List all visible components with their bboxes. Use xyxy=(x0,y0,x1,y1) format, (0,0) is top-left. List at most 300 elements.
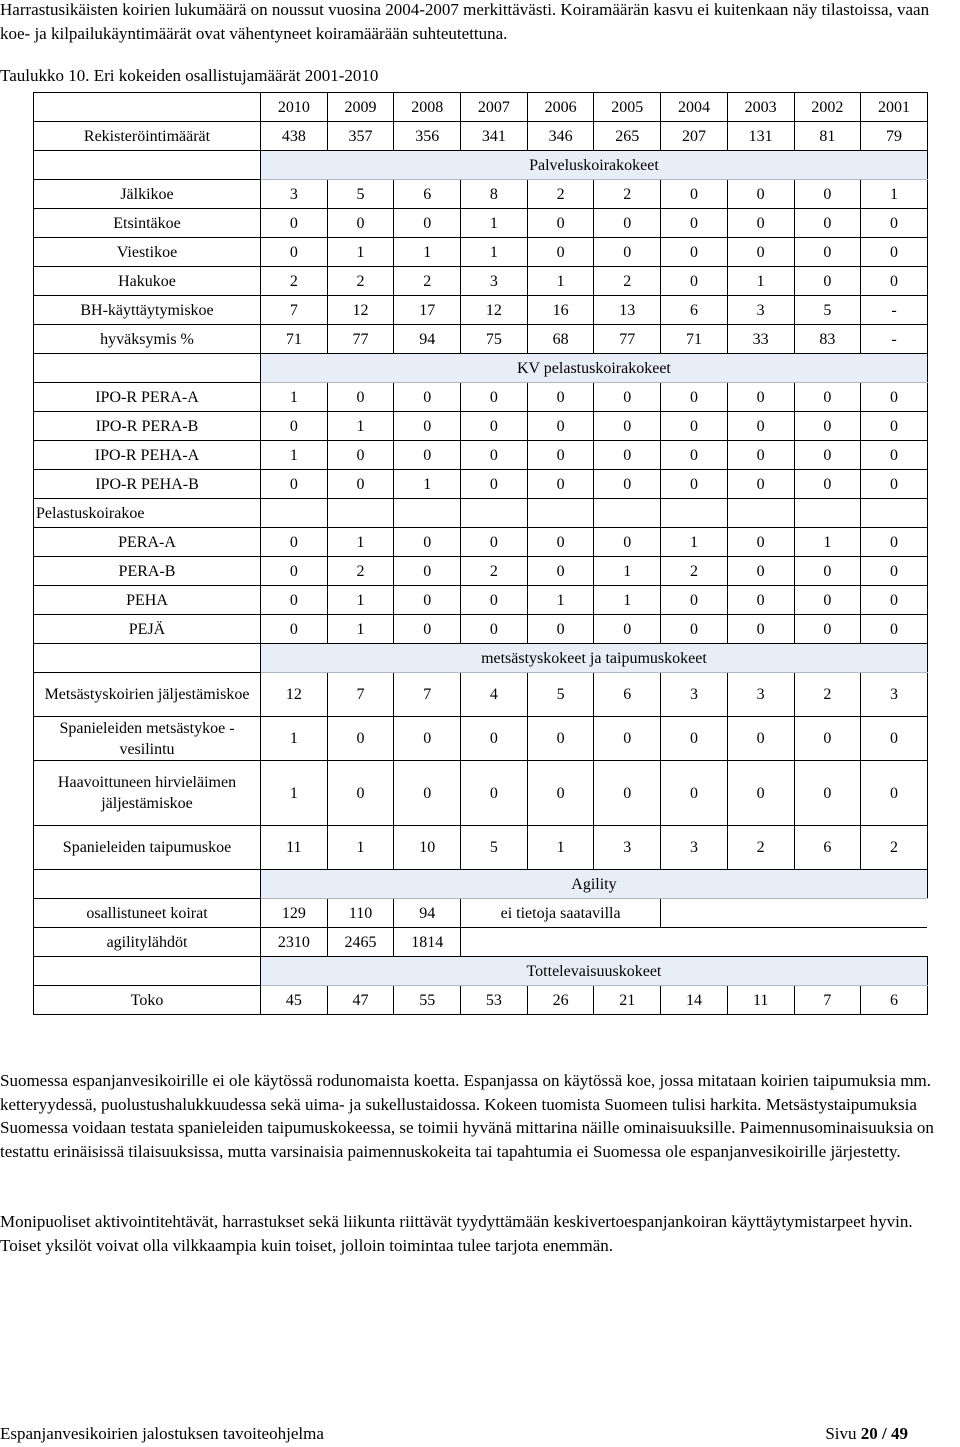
table-cell: 1 xyxy=(861,180,928,209)
table-cell: 341 xyxy=(461,122,528,151)
table-cell: 1 xyxy=(327,412,394,441)
table-cell: 0 xyxy=(794,412,861,441)
intro-paragraph: Harrastusikäisten koirien lukumäärä on noussut vuosina 2004-2007 merkittävästi. Koiramäärän kasvu ei kuitenkaan näy tilastoissa, vaan koe- ja kilpailukäyntimäärät ovat vähentyneet koiramäärään suhteutettuna. xyxy=(0,0,930,43)
table-cell xyxy=(261,499,328,528)
table-cell: 0 xyxy=(661,180,728,209)
table-cell: 0 xyxy=(394,383,461,412)
table-row xyxy=(34,761,928,826)
table-cell: 1 xyxy=(394,470,461,499)
table-cell: 0 xyxy=(394,761,461,826)
table-cell: 6 xyxy=(394,180,461,209)
table-cell: 0 xyxy=(527,470,594,499)
table-cell: 7 xyxy=(327,673,394,717)
table-cell: 1 xyxy=(327,615,394,644)
table-cell: 12 xyxy=(327,296,394,325)
table-cell: 1 xyxy=(661,528,728,557)
table-cell: 6 xyxy=(861,986,928,1015)
table-cell: 1 xyxy=(327,528,394,557)
table-cell: 0 xyxy=(794,383,861,412)
table-cell: 81 xyxy=(794,122,861,151)
table-cell: 0 xyxy=(327,209,394,238)
table-cell: 0 xyxy=(594,238,661,267)
table-cell: 2465 xyxy=(327,928,394,957)
table-row xyxy=(34,383,928,412)
table-caption: Taulukko 10. Eri kokeiden osallistujamäärät 2001-2010 xyxy=(0,66,379,85)
table-cell: 14 xyxy=(661,986,728,1015)
table-cell: 0 xyxy=(861,441,928,470)
table-cell: 0 xyxy=(794,615,861,644)
table-cell: 0 xyxy=(861,238,928,267)
table-cell: 0 xyxy=(861,586,928,615)
table-cell: 0 xyxy=(661,717,728,761)
table-cell: 129 xyxy=(261,899,328,928)
table-cell: 2 xyxy=(661,557,728,586)
table-cell: 1 xyxy=(527,826,594,870)
table-cell: 5 xyxy=(461,826,528,870)
table-cell: 0 xyxy=(461,412,528,441)
table-cell: 0 xyxy=(727,557,794,586)
table-cell: 3 xyxy=(261,180,328,209)
table-cell: 1 xyxy=(527,267,594,296)
table-cell: 0 xyxy=(594,441,661,470)
table-cell: 0 xyxy=(794,238,861,267)
table-cell: 0 xyxy=(527,615,594,644)
table-cell: 2 xyxy=(794,673,861,717)
table-cell: 0 xyxy=(261,238,328,267)
table-cell: 0 xyxy=(861,557,928,586)
section-spacer xyxy=(34,151,261,180)
table-cell: 0 xyxy=(394,528,461,557)
row-label: Metsästyskoirien jäljestämiskoe xyxy=(34,673,261,717)
table-cell: 12 xyxy=(461,296,528,325)
table-cell: 94 xyxy=(394,899,461,928)
row-label: PEJÄ xyxy=(34,615,261,644)
section-title: metsästyskokeet ja taipumuskokeet xyxy=(261,644,928,673)
table-cell: 0 xyxy=(527,528,594,557)
row-label: Toko xyxy=(34,986,261,1015)
table-cell: 0 xyxy=(727,470,794,499)
row-label: Rekisteröintimäärät xyxy=(34,122,261,151)
table-cell: 94 xyxy=(394,325,461,354)
table-cell: 6 xyxy=(661,296,728,325)
table-cell xyxy=(594,499,661,528)
table-cell: 0 xyxy=(394,441,461,470)
year-header: 2007 xyxy=(461,93,528,122)
table-cell: 77 xyxy=(594,325,661,354)
table-cell: 71 xyxy=(661,325,728,354)
table-cell: 0 xyxy=(527,717,594,761)
table-cell: 356 xyxy=(394,122,461,151)
table-cell: 4 xyxy=(461,673,528,717)
table-cell: 0 xyxy=(861,383,928,412)
table-cell: 5 xyxy=(327,180,394,209)
table-cell: 0 xyxy=(661,586,728,615)
table-cell: 1 xyxy=(261,441,328,470)
table-cell: 0 xyxy=(661,441,728,470)
table-cell: 1 xyxy=(461,238,528,267)
table-cell: 346 xyxy=(527,122,594,151)
table-cell: 2 xyxy=(327,557,394,586)
table-cell: 0 xyxy=(261,586,328,615)
table-cell: 0 xyxy=(461,441,528,470)
section-spacer xyxy=(34,354,261,383)
table-cell: 0 xyxy=(727,412,794,441)
table-cell: 45 xyxy=(261,986,328,1015)
row-label: IPO-R PEHA-A xyxy=(34,441,261,470)
table-cell: 1814 xyxy=(394,928,461,957)
table-cell: 0 xyxy=(394,209,461,238)
table-cell: 0 xyxy=(394,717,461,761)
page-sep: / xyxy=(877,1424,891,1443)
table-cell: 55 xyxy=(394,986,461,1015)
table-cell: 0 xyxy=(661,267,728,296)
table-cell: 0 xyxy=(861,209,928,238)
table-cell: 0 xyxy=(327,441,394,470)
table-cell: 0 xyxy=(527,383,594,412)
table-cell: 0 xyxy=(461,586,528,615)
table-cell: 77 xyxy=(327,325,394,354)
table-row xyxy=(34,267,928,296)
table-cell xyxy=(461,928,928,957)
section-header-row xyxy=(34,354,928,383)
body-paragraph-activity: Monipuoliset aktivointitehtävät, harrastukset sekä liikunta riittävät tyydyttämään keskivertoespanjankoiran käyttäytymistarpeet hyvin. Toiset yksilöt voivat olla vilkkaampia kuin toiset, jolloin toimintaa tulee tarjota enemmän. xyxy=(0,1212,913,1255)
page-number xyxy=(825,1424,908,1444)
row-label: Jälkikoe xyxy=(34,180,261,209)
table-row xyxy=(34,928,928,957)
row-label: Hakukoe xyxy=(34,267,261,296)
table-cell: 0 xyxy=(594,209,661,238)
table-row xyxy=(34,238,928,267)
table-cell: 0 xyxy=(661,761,728,826)
table-cell: 0 xyxy=(594,470,661,499)
table-cell: 0 xyxy=(261,209,328,238)
row-label: PERA-A xyxy=(34,528,261,557)
section-spacer xyxy=(34,957,261,986)
table-cell: 0 xyxy=(861,717,928,761)
section-spacer xyxy=(34,870,261,899)
table-cell: 357 xyxy=(327,122,394,151)
table-row xyxy=(34,296,928,325)
table-cell: 1 xyxy=(261,761,328,826)
row-label: Viestikoe xyxy=(34,238,261,267)
year-header: 2009 xyxy=(327,93,394,122)
year-header: 2008 xyxy=(394,93,461,122)
table-cell xyxy=(794,499,861,528)
table-cell: 0 xyxy=(861,761,928,826)
table-cell: 0 xyxy=(861,412,928,441)
table-row xyxy=(34,528,928,557)
table-cell: 0 xyxy=(461,470,528,499)
table-row xyxy=(34,180,928,209)
table-cell: 0 xyxy=(394,412,461,441)
table-cell: 3 xyxy=(861,673,928,717)
table-cell: 2310 xyxy=(261,928,328,957)
table-cell: 0 xyxy=(527,557,594,586)
table-cell: 0 xyxy=(727,383,794,412)
table-cell: 0 xyxy=(461,761,528,826)
table-cell: 1 xyxy=(594,557,661,586)
table-cell: 0 xyxy=(727,528,794,557)
year-header: 2002 xyxy=(794,93,861,122)
table-row xyxy=(34,717,928,761)
table-cell: 12 xyxy=(261,673,328,717)
section-title: KV pelastuskoirakokeet xyxy=(261,354,928,383)
table-cell xyxy=(461,499,528,528)
table-cell: 0 xyxy=(327,717,394,761)
table-cell: 1 xyxy=(394,238,461,267)
row-label: Haavoittuneen hirvieläimen jäljestämiskoe xyxy=(34,761,261,826)
row-label: Spanieleiden taipumuskoe xyxy=(34,826,261,870)
row-label: agilitylähdöt xyxy=(34,928,261,957)
section-title: Agility xyxy=(261,870,928,899)
table-cell: 0 xyxy=(794,717,861,761)
table-cell: 0 xyxy=(261,470,328,499)
table-cell: 47 xyxy=(327,986,394,1015)
table-cell: 0 xyxy=(661,238,728,267)
table-cell: 3 xyxy=(461,267,528,296)
table-cell: 1 xyxy=(327,826,394,870)
table-cell: 21 xyxy=(594,986,661,1015)
table-cell: 0 xyxy=(327,761,394,826)
year-header: 2006 xyxy=(527,93,594,122)
table-cell: 0 xyxy=(727,586,794,615)
table-cell: 3 xyxy=(727,673,794,717)
table-cell: 1 xyxy=(527,586,594,615)
year-header-row xyxy=(34,93,928,122)
year-header: 2003 xyxy=(727,93,794,122)
table-cell: 2 xyxy=(461,557,528,586)
table-cell: 2 xyxy=(727,826,794,870)
table-cell: 0 xyxy=(594,761,661,826)
table-cell xyxy=(727,499,794,528)
table-cell: 1 xyxy=(794,528,861,557)
table-cell: 1 xyxy=(727,267,794,296)
section-header-row xyxy=(34,957,928,986)
table-cell: 207 xyxy=(661,122,728,151)
table-cell xyxy=(661,499,728,528)
table-cell: 0 xyxy=(727,615,794,644)
table-cell: 71 xyxy=(261,325,328,354)
row-label: IPO-R PERA-B xyxy=(34,412,261,441)
table-cell: 0 xyxy=(527,761,594,826)
table-cell: 0 xyxy=(661,383,728,412)
table-row xyxy=(34,470,928,499)
table-cell: 0 xyxy=(794,267,861,296)
table-cell: 0 xyxy=(727,209,794,238)
table-cell: 53 xyxy=(461,986,528,1015)
page-current: 20 xyxy=(860,1424,878,1443)
table-cell: 0 xyxy=(661,615,728,644)
table-cell: 5 xyxy=(527,673,594,717)
table-cell: 3 xyxy=(594,826,661,870)
table-cell: 0 xyxy=(594,383,661,412)
table-cell: 0 xyxy=(461,717,528,761)
row-label: Etsintäkoe xyxy=(34,209,261,238)
table-cell: 0 xyxy=(727,180,794,209)
table-row xyxy=(34,586,928,615)
table-cell: 1 xyxy=(261,383,328,412)
table-cell: 2 xyxy=(327,267,394,296)
table-row xyxy=(34,412,928,441)
table-row xyxy=(34,673,928,717)
table-cell: 26 xyxy=(527,986,594,1015)
table-cell: 1 xyxy=(594,586,661,615)
table-cell: 0 xyxy=(794,470,861,499)
section-header-row xyxy=(34,151,928,180)
table-cell xyxy=(661,899,928,928)
table-cell: 0 xyxy=(461,383,528,412)
table-cell: 3 xyxy=(661,673,728,717)
table-cell: 1 xyxy=(327,586,394,615)
table-cell: 0 xyxy=(661,412,728,441)
table-cell: 2 xyxy=(861,826,928,870)
table-cell: 17 xyxy=(394,296,461,325)
table-cell: 0 xyxy=(527,412,594,441)
table-row xyxy=(34,826,928,870)
table-cell: 75 xyxy=(461,325,528,354)
table-cell: 83 xyxy=(794,325,861,354)
no-data-note: ei tietoja saatavilla xyxy=(461,899,661,928)
table-cell: 2 xyxy=(594,267,661,296)
table-cell: 0 xyxy=(861,470,928,499)
row-label: hyväksymis % xyxy=(34,325,261,354)
table-row xyxy=(34,122,928,151)
table-cell: 0 xyxy=(527,238,594,267)
table-cell: 33 xyxy=(727,325,794,354)
table-cell: 0 xyxy=(861,267,928,296)
row-label: PEHA xyxy=(34,586,261,615)
page-total: 49 xyxy=(891,1424,908,1443)
table-cell: 0 xyxy=(527,441,594,470)
table-cell: 2 xyxy=(527,180,594,209)
participation-table xyxy=(33,92,928,1015)
table-cell xyxy=(327,499,394,528)
table-cell: 438 xyxy=(261,122,328,151)
table-cell: 8 xyxy=(461,180,528,209)
row-label: Spanieleiden metsästykoe -vesilintu xyxy=(34,717,261,761)
table-cell: 0 xyxy=(394,615,461,644)
body-paragraph-tests: Suomessa espanjanvesikoirille ei ole käytössä rodunomaista koetta. Espanjassa on käytössä koe, jossa mitataan koirien taipumuksia mm. ketteryydessä, puolustushalukkuudessa sekä uima- ja sukellustaidossa. Kokeen tuomista Suomeen tulisi harkita. Metsästystaipumuksia Suomessa voidaan testata spanieleiden taipumuskokeessa, se toimii hyvänä mittarina näille ominaisuuksille. Paimennusominaisuuksia on testattu erinäisissä tilaisuuksissa, mutta varsinaisia paimennuskokeita tai tapahtumia ei Suomessa ole espanjanvesikoirille järjestetty. xyxy=(0,1071,934,1161)
table-cell: 0 xyxy=(661,470,728,499)
table-cell: 3 xyxy=(727,296,794,325)
table-row xyxy=(34,441,928,470)
table-cell: 0 xyxy=(261,528,328,557)
table-cell: 0 xyxy=(327,470,394,499)
table-cell: 0 xyxy=(727,717,794,761)
table-cell: - xyxy=(861,296,928,325)
table-cell: 13 xyxy=(594,296,661,325)
table-cell: 0 xyxy=(794,441,861,470)
table-cell: 6 xyxy=(594,673,661,717)
table-cell: 0 xyxy=(727,238,794,267)
table-cell: 79 xyxy=(861,122,928,151)
table-cell: 6 xyxy=(794,826,861,870)
table-cell: 0 xyxy=(327,383,394,412)
table-cell: 10 xyxy=(394,826,461,870)
row-label: BH-käyttäytymiskoe xyxy=(34,296,261,325)
table-cell: 0 xyxy=(461,528,528,557)
table-row xyxy=(34,209,928,238)
table-cell: 0 xyxy=(794,761,861,826)
table-cell: 0 xyxy=(261,615,328,644)
table-cell: 110 xyxy=(327,899,394,928)
table-cell: 2 xyxy=(394,267,461,296)
section-header-row xyxy=(34,870,928,899)
table-cell: 5 xyxy=(794,296,861,325)
table-row xyxy=(34,615,928,644)
table-cell: 0 xyxy=(594,528,661,557)
table-row xyxy=(34,899,928,928)
table-cell: 2 xyxy=(594,180,661,209)
row-label: IPO-R PERA-A xyxy=(34,383,261,412)
table-cell: 0 xyxy=(394,557,461,586)
table-row xyxy=(34,557,928,586)
table-cell: 3 xyxy=(661,826,728,870)
table-cell xyxy=(527,499,594,528)
section-title: Palveluskoirakokeet xyxy=(261,151,928,180)
table-cell: 1 xyxy=(461,209,528,238)
row-label: PERA-B xyxy=(34,557,261,586)
table-cell: 1 xyxy=(327,238,394,267)
year-header: 2001 xyxy=(861,93,928,122)
table-cell: 7 xyxy=(394,673,461,717)
table-cell: 7 xyxy=(261,296,328,325)
table-cell: 131 xyxy=(727,122,794,151)
table-row xyxy=(34,499,928,528)
table-cell: 11 xyxy=(727,986,794,1015)
table-row xyxy=(34,325,928,354)
table-cell: 0 xyxy=(794,586,861,615)
year-header: 2005 xyxy=(594,93,661,122)
page-footer xyxy=(0,1424,908,1444)
table-cell: 0 xyxy=(261,412,328,441)
table-cell: 0 xyxy=(594,717,661,761)
table-cell: 1 xyxy=(261,717,328,761)
table-cell: 0 xyxy=(594,412,661,441)
table-cell: 0 xyxy=(727,441,794,470)
row-label: osallistuneet koirat xyxy=(34,899,261,928)
row-label: Pelastuskoirakoe xyxy=(34,499,261,528)
year-header: 2010 xyxy=(261,93,328,122)
table-cell xyxy=(394,499,461,528)
table-cell: 0 xyxy=(794,180,861,209)
table-cell: 0 xyxy=(661,209,728,238)
table-cell xyxy=(861,499,928,528)
table-cell: 0 xyxy=(461,615,528,644)
table-cell: 0 xyxy=(527,209,594,238)
table-row xyxy=(34,986,928,1015)
table-cell: 0 xyxy=(861,615,928,644)
table-cell: 0 xyxy=(261,557,328,586)
year-header: 2004 xyxy=(661,93,728,122)
table-cell: 0 xyxy=(727,761,794,826)
table-cell: 0 xyxy=(594,615,661,644)
footer-title: Espanjanvesikoirien jalostuksen tavoiteohjelma xyxy=(0,1424,324,1443)
section-spacer xyxy=(34,644,261,673)
table-cell: - xyxy=(861,325,928,354)
table-cell: 7 xyxy=(794,986,861,1015)
page-prefix: Sivu xyxy=(825,1424,861,1443)
table-cell: 0 xyxy=(861,528,928,557)
table-cell: 0 xyxy=(394,586,461,615)
table-cell: 265 xyxy=(594,122,661,151)
table-cell: 0 xyxy=(794,557,861,586)
section-header-row xyxy=(34,644,928,673)
table-cell: 68 xyxy=(527,325,594,354)
corner-cell xyxy=(34,93,261,122)
table-cell: 2 xyxy=(261,267,328,296)
table-cell: 11 xyxy=(261,826,328,870)
